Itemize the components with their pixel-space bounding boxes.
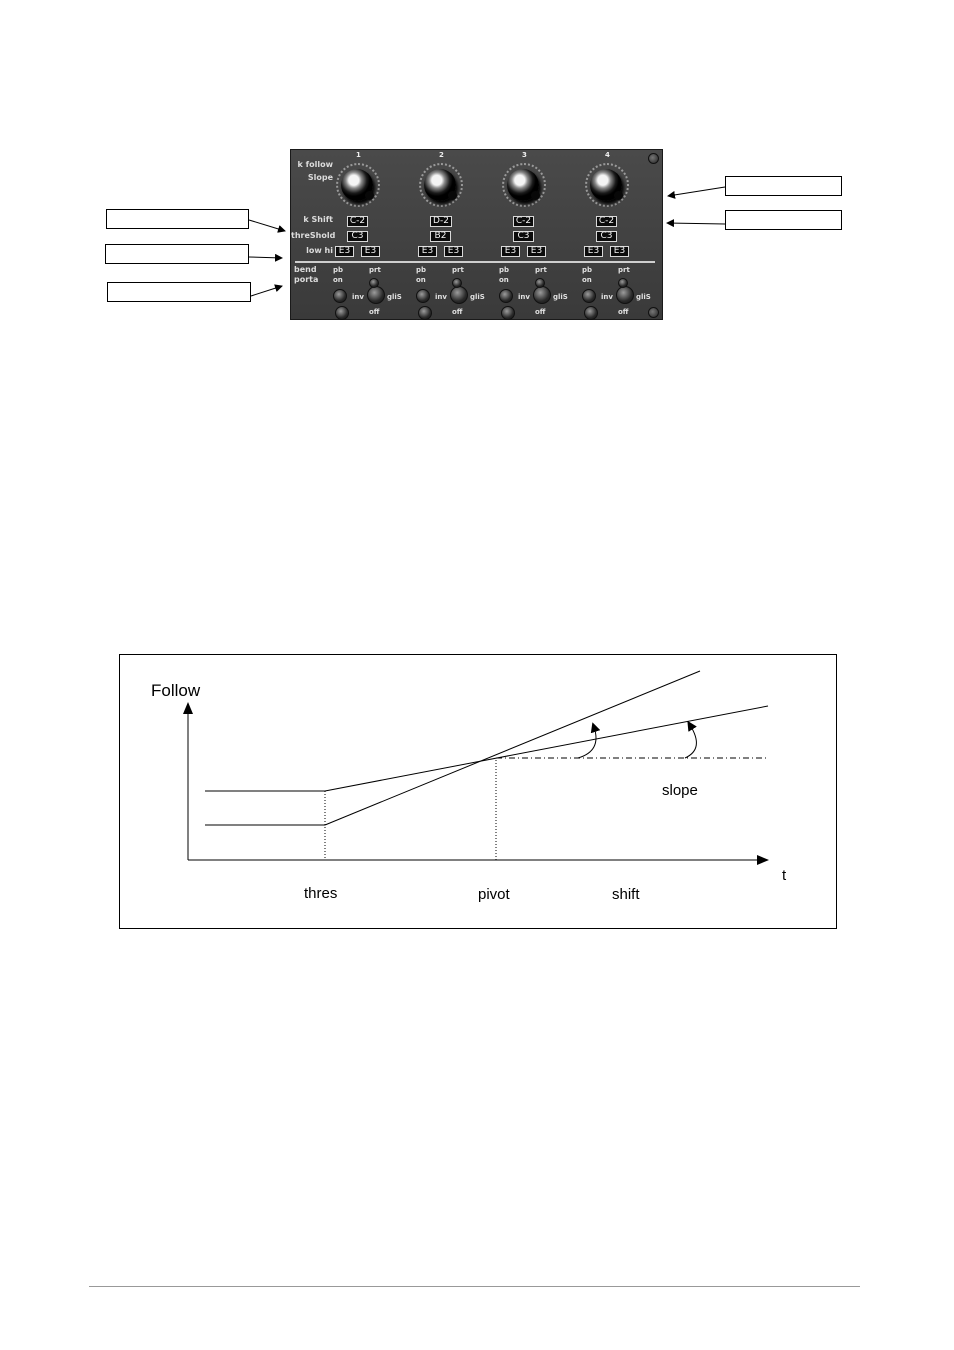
pivot-label: pivot	[478, 886, 510, 903]
k-shift-display[interactable]: C-2	[347, 216, 368, 227]
hi-display[interactable]: E3	[527, 246, 546, 257]
prt-label: prt	[369, 266, 381, 274]
k-shift-label: k Shift	[303, 215, 333, 224]
callout-arrows	[0, 0, 954, 340]
pb-label: pb	[582, 266, 593, 274]
low-display[interactable]: E3	[501, 246, 520, 257]
footer-rule	[89, 1286, 860, 1287]
prt-label: prt	[535, 266, 547, 274]
hi-display[interactable]: E3	[444, 246, 463, 257]
glis-label: gliS	[387, 293, 402, 301]
threshold-display[interactable]: C3	[513, 231, 534, 242]
porta-off-label: off	[452, 308, 463, 316]
steep-slope-line	[325, 671, 700, 825]
callout-arrow-low-hi	[249, 257, 282, 258]
channel-number: 4	[605, 151, 610, 159]
threshold-display[interactable]: B2	[430, 231, 451, 242]
prt-label: prt	[618, 266, 630, 274]
y-axis-label: Follow	[151, 681, 201, 700]
k-follow-label: k follow	[297, 160, 333, 169]
slope-label: Slope	[307, 173, 333, 182]
pb-label: pb	[416, 266, 427, 274]
k-shift-display[interactable]: D-2	[430, 216, 452, 227]
glis-label: gliS	[636, 293, 651, 301]
callout-arrow-k-shift	[249, 220, 285, 231]
k-shift-display[interactable]: C-2	[596, 216, 617, 227]
pb-on-label: on	[499, 276, 509, 284]
x-axis-label: t	[782, 867, 787, 884]
thres-label: thres	[304, 885, 338, 902]
slope-arc-2	[685, 725, 696, 758]
hi-display[interactable]: E3	[361, 246, 380, 257]
inv-label: inv	[601, 293, 613, 301]
porta-off-label: off	[535, 308, 546, 316]
callout-arrow-slope	[668, 187, 725, 196]
channel-number: 3	[522, 151, 527, 159]
low-display[interactable]: E3	[335, 246, 354, 257]
k-shift-display[interactable]: C-2	[513, 216, 534, 227]
low-display[interactable]: E3	[584, 246, 603, 257]
glis-label: gliS	[553, 293, 568, 301]
pb-label: pb	[333, 266, 344, 274]
channel-number: 2	[439, 151, 444, 159]
pb-on-label: on	[582, 276, 592, 284]
inv-label: inv	[435, 293, 447, 301]
pb-label: pb	[499, 266, 510, 274]
prt-label: prt	[452, 266, 464, 274]
threshold-display[interactable]: C3	[596, 231, 617, 242]
pb-on-label: on	[333, 276, 343, 284]
follow-diagram	[119, 654, 837, 929]
glis-label: gliS	[470, 293, 485, 301]
inv-label: inv	[518, 293, 530, 301]
slope-label-diagram: slope	[662, 782, 698, 799]
channel-number: 1	[356, 151, 361, 159]
callout-arrow-threshold	[667, 223, 725, 224]
porta-off-label: off	[618, 308, 629, 316]
shallow-slope-line	[325, 706, 768, 791]
porta-label: porta	[294, 275, 319, 284]
low-hi-label: low hi	[306, 246, 333, 255]
bend-label: bend	[294, 265, 317, 274]
inv-label: inv	[352, 293, 364, 301]
threshold-label: threShold	[291, 231, 336, 240]
pb-on-label: on	[416, 276, 426, 284]
hi-display[interactable]: E3	[610, 246, 629, 257]
threshold-display[interactable]: C3	[347, 231, 368, 242]
shift-label: shift	[612, 886, 640, 903]
callout-arrow-bend-porta	[251, 286, 282, 296]
low-display[interactable]: E3	[418, 246, 437, 257]
porta-off-label: off	[369, 308, 380, 316]
slope-arc-1	[578, 727, 596, 758]
